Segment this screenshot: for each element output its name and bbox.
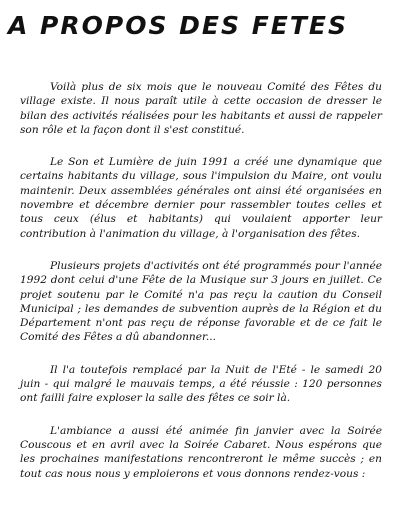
- paragraph-projects: Plusieurs projets d'activités ont été programmés pour l'année 1992 dont celui d'une Fête de la Musique sur 3 jours en juillet. Ce projet soutenu par le Comité n'a pas reçu la caution du Conseil Municipal ; les demandes de subvention auprès de la Région et du Département n'ont pas reçu de réponse favorable et de ce fait le Comité des Fêtes a dû abandonner...: [20, 259, 383, 344]
- paragraph-summer-night: Il l'a toutefois remplacé par la Nuit de l'Eté - le samedi 20 juin - qui malgré le mauvais temps, a été réussie : 120 personnes ont failli faire exploser la salle des fêtes ce soir là.: [20, 363, 382, 405]
- paragraph-intro: Voilà plus de six mois que le nouveau Comité des Fêtes du village existe. Il nous paraît utile à cette occasion de dresser le bilan des activités réalisées pour les habitants et aussi de rappeler son rôle et la façon dont il s'est constitué.: [20, 81, 382, 136]
- article-body: [20, 80, 382, 481]
- paragraph-history: Le Son et Lumière de juin 1991 a créé une dynamique que certains habitants du village, sous l'impulsion du Maire, ont voulu maintenir. Deux assemblées générales ont ainsi été organisées en novembre et décembre dernier pour rassembler toutes celles et tous ceux (élus et habitants) qui voulaient apporter leur contribution à l'animation du village, à l'organisation des fêtes.: [20, 156, 382, 240]
- paragraph-ambiance: L'ambiance a aussi été animée fin janvier avec la Soirée Couscous et en avril avec la Soirée Cabaret. Nous espérons que les prochaines manifestations rencontreront le même succès ; en tout cas nous nous y emploierons et vous donnons rendez-vous :: [20, 424, 382, 480]
- page-title: A PROPOS DES FETES: [8, 11, 348, 40]
